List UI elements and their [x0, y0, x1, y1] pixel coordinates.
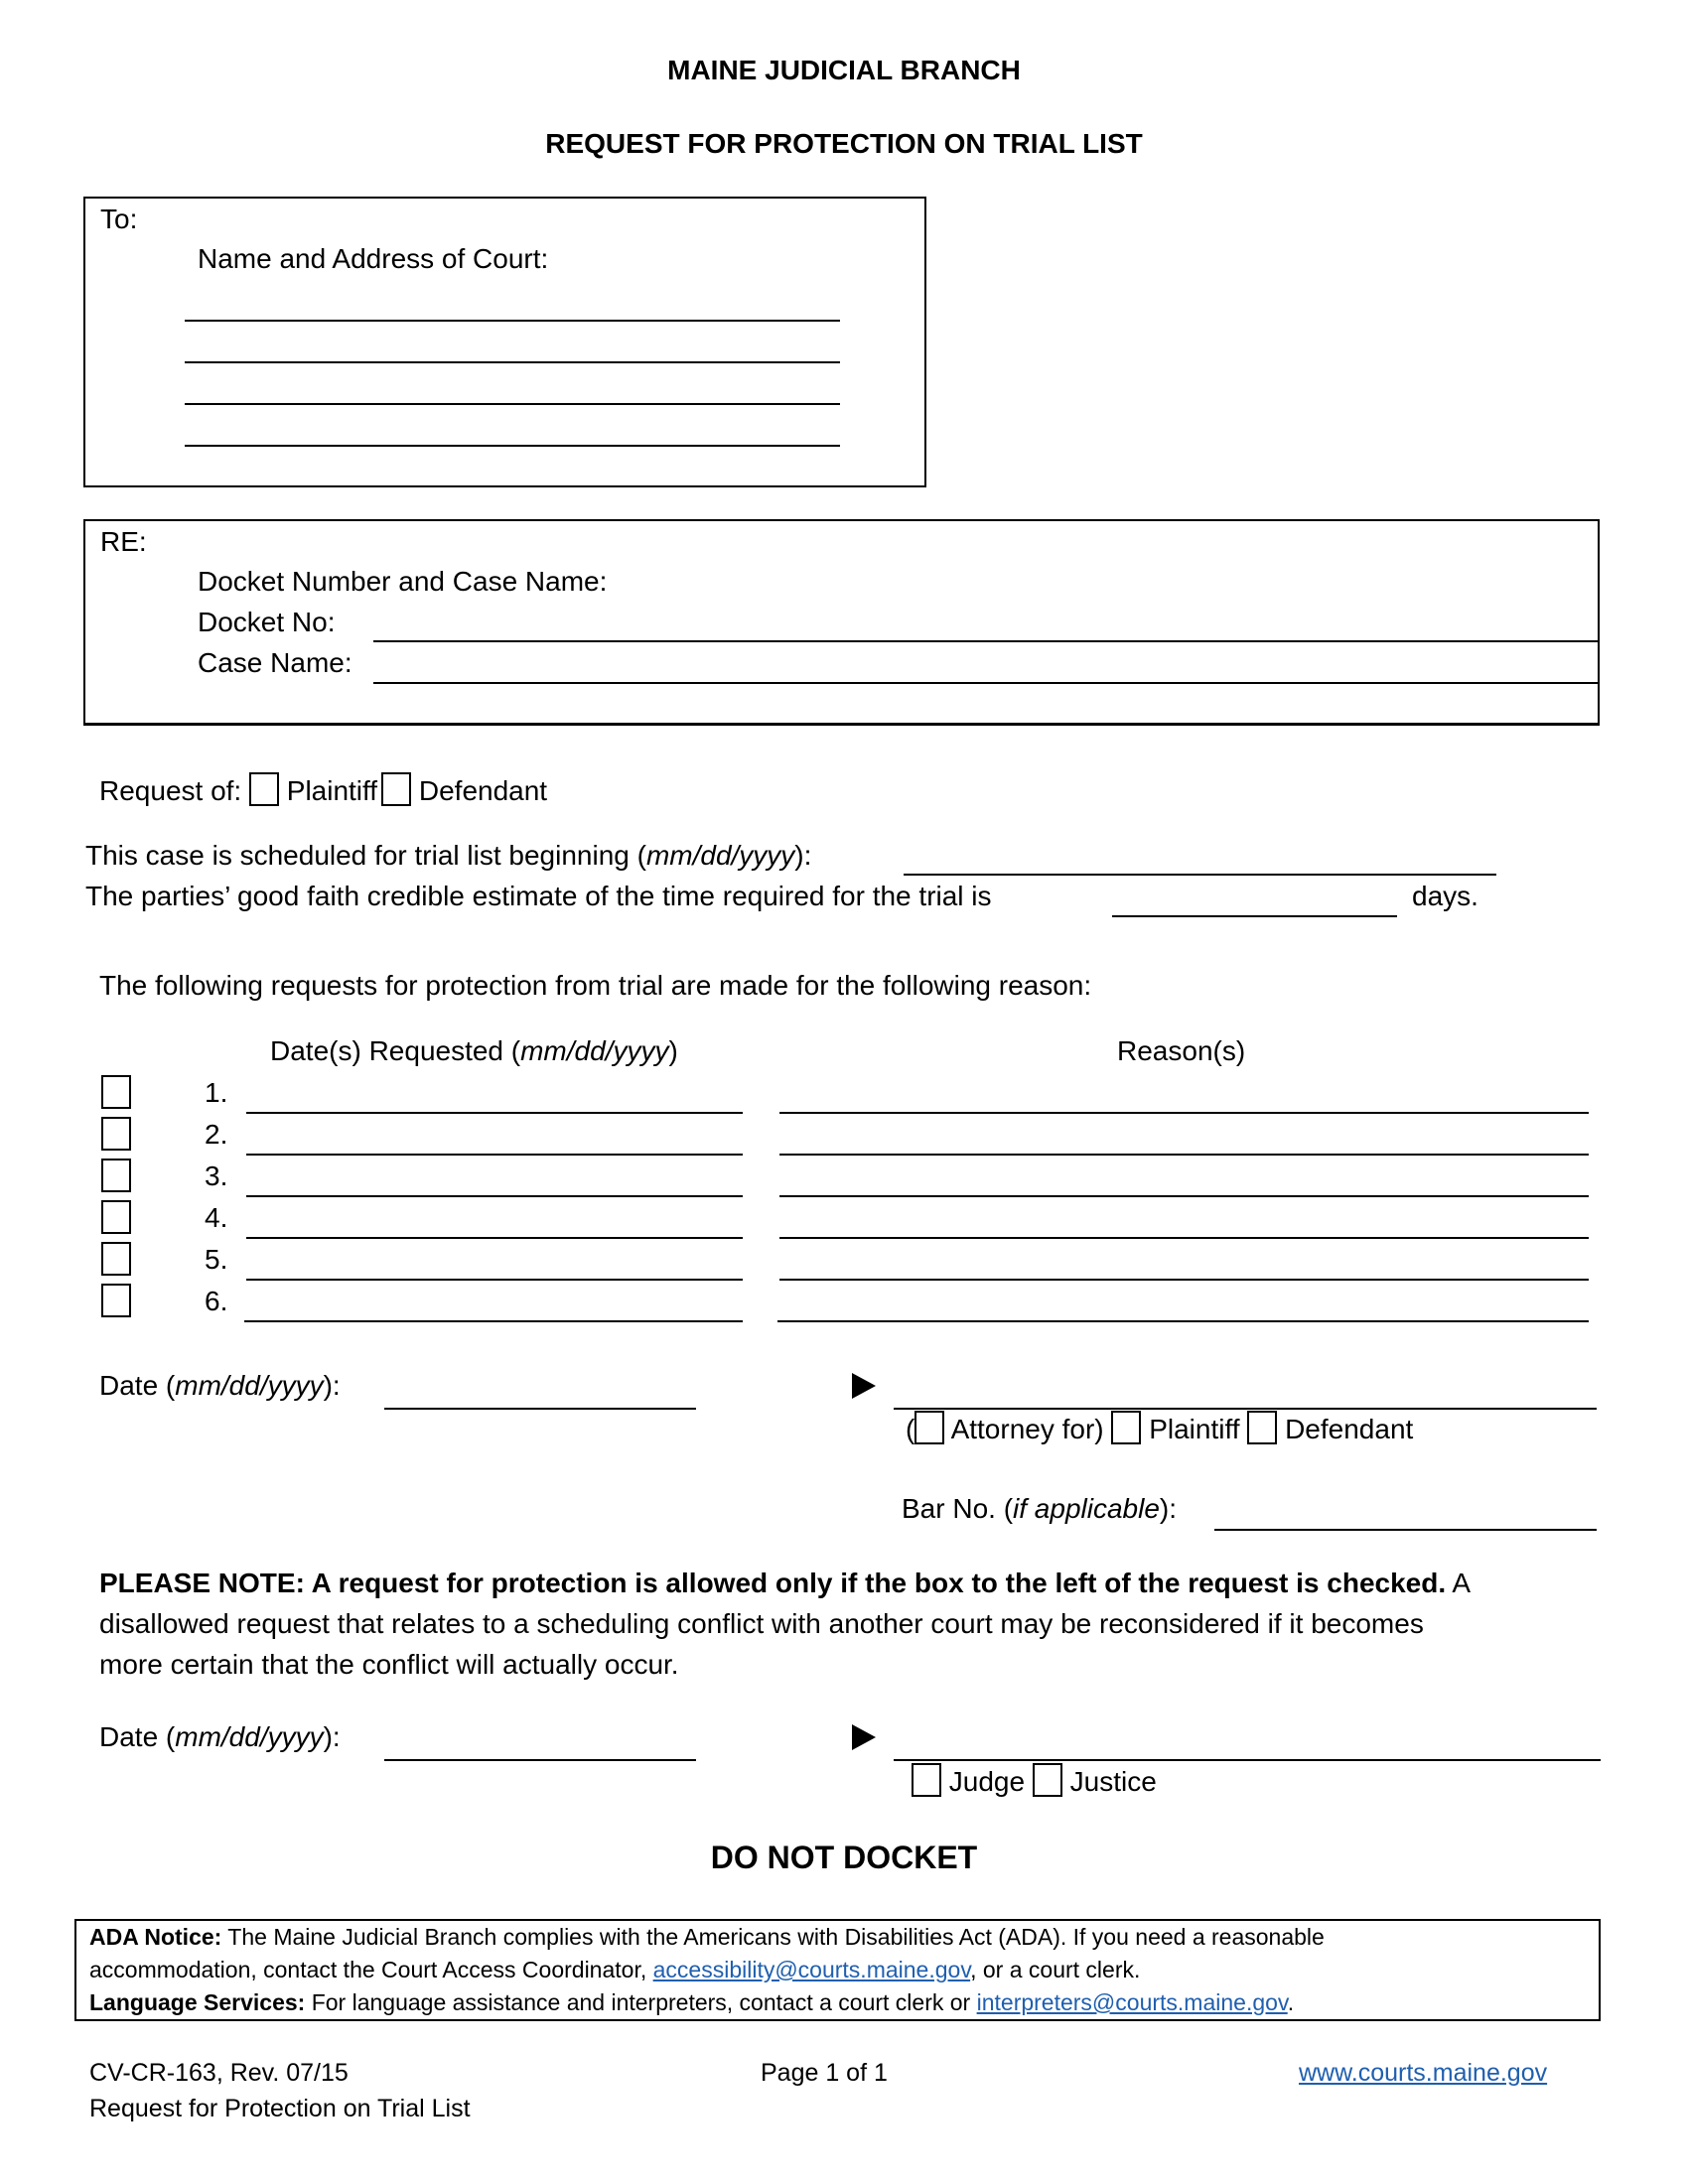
- request-1-date-input[interactable]: [246, 1078, 745, 1110]
- judge-checkbox[interactable]: [912, 1763, 941, 1797]
- party-defendant-checkbox[interactable]: [1247, 1411, 1277, 1444]
- form-number: CV-CR-163, Rev. 07/15: [89, 2059, 349, 2087]
- court-address-line-4[interactable]: [185, 413, 844, 445]
- dates-requested-header: Date(s) Requested (mm/dd/yyyy): [270, 1035, 678, 1066]
- justice-label: Justice: [1069, 1766, 1157, 1797]
- to-box: [83, 197, 926, 487]
- court-address-line-3[interactable]: [185, 371, 844, 403]
- estimate-days-rule: [1112, 915, 1397, 917]
- party-date-rule: [384, 1408, 696, 1410]
- case-name-input[interactable]: [373, 650, 1599, 682]
- court-name-address-label: Name and Address of Court:: [198, 243, 549, 274]
- court-date-label: Date (mm/dd/yyyy):: [99, 1721, 341, 1752]
- request-1-date-rule: [246, 1112, 743, 1114]
- request-of-row: [99, 772, 547, 808]
- court-address-line-1-rule: [185, 320, 840, 322]
- request-3-reason-input[interactable]: [779, 1161, 1590, 1193]
- request-of-defendant-checkbox[interactable]: [381, 772, 411, 806]
- request-2-reason-rule: [779, 1154, 1589, 1156]
- request-6-date-rule: [244, 1320, 743, 1322]
- website-link[interactable]: www.courts.maine.gov: [1299, 2059, 1548, 2087]
- request-5-date-rule: [246, 1279, 743, 1281]
- request-of-plaintiff-label: Plaintiff: [286, 775, 378, 806]
- request-2-date-input[interactable]: [246, 1120, 745, 1152]
- do-not-docket-heading: DO NOT DOCKET: [710, 1840, 978, 1875]
- party-role-row: ( Attorney for) Plaintiff Defendant: [906, 1411, 1413, 1446]
- attorney-for-checkbox[interactable]: [914, 1411, 944, 1444]
- agency-heading: MAINE JUDICIAL BRANCH: [667, 55, 1021, 85]
- trial-list-date-input[interactable]: [904, 840, 1498, 872]
- court-role-row: [912, 1763, 1157, 1799]
- justice-checkbox[interactable]: [1033, 1763, 1062, 1797]
- request-2-reason-input[interactable]: [779, 1120, 1590, 1152]
- request-5-number: 5.: [205, 1244, 228, 1275]
- request-3-date-input[interactable]: [246, 1161, 745, 1193]
- note-line-2: disallowed request that relates to a scheduling conflict with another court may be reconsidered if it becomes: [99, 1608, 1424, 1639]
- notice-box: [74, 1919, 1601, 2021]
- to-label: To:: [100, 204, 138, 234]
- estimate-days-input[interactable]: [1112, 882, 1399, 913]
- interpreters-email-link[interactable]: interpreters@courts.maine.gov: [976, 1989, 1288, 2015]
- request-1-number: 1.: [205, 1077, 228, 1108]
- request-3-reason-rule: [779, 1195, 1589, 1197]
- request-5-reason-rule: [779, 1279, 1589, 1281]
- requests-intro: The following requests for protection from trial are made for the following reason:: [99, 970, 1092, 1001]
- court-signature-input[interactable]: [894, 1723, 1603, 1755]
- re-label: RE:: [100, 526, 147, 557]
- bar-no-input[interactable]: [1214, 1495, 1599, 1527]
- note-line-1: PLEASE NOTE: A request for protection is allowed only if the box to the left of the request is checked. A: [99, 1568, 1472, 1598]
- party-date-input[interactable]: [384, 1372, 698, 1404]
- request-5-checkbox[interactable]: [101, 1242, 131, 1276]
- estimate-text: The parties’ good faith credible estimate of the time required for the trial is: [85, 881, 992, 911]
- court-date-input[interactable]: [384, 1723, 698, 1755]
- docket-no-input[interactable]: [373, 609, 1599, 640]
- request-6-number: 6.: [205, 1286, 228, 1316]
- request-4-number: 4.: [205, 1202, 228, 1233]
- case-name-rule: [373, 682, 1600, 684]
- request-3-number: 3.: [205, 1160, 228, 1191]
- re-box: [83, 519, 1600, 726]
- request-4-date-input[interactable]: [246, 1203, 745, 1235]
- ada-notice-line-1: ADA Notice: The Maine Judicial Branch complies with the Americans with Disabilities Act (ADA). If you need a reasonable: [89, 1924, 1325, 1950]
- party-plaintiff-label: Plaintiff: [1149, 1414, 1240, 1444]
- sign-here-arrow-icon: [852, 1373, 876, 1399]
- accessibility-email-link[interactable]: accessibility@courts.maine.gov: [652, 1957, 971, 1982]
- request-6-reason-input[interactable]: [777, 1287, 1590, 1318]
- court-address-line-4-rule: [185, 445, 840, 447]
- court-address-line-3-rule: [185, 403, 840, 405]
- page-number: Page 1 of 1: [761, 2059, 888, 2087]
- request-1-checkbox[interactable]: [101, 1075, 131, 1109]
- note-line-3: more certain that the conflict will actually occur.: [99, 1649, 679, 1680]
- request-4-reason-input[interactable]: [779, 1203, 1590, 1235]
- request-of-defendant-label: Defendant: [418, 775, 548, 806]
- attorney-for-label: Attorney for): [950, 1414, 1104, 1444]
- request-of-plaintiff-checkbox[interactable]: [249, 772, 279, 806]
- request-4-date-rule: [246, 1237, 743, 1239]
- reasons-header: Reason(s): [1117, 1035, 1246, 1066]
- trial-list-date-rule: [904, 874, 1496, 876]
- request-1-reason-rule: [779, 1112, 1589, 1114]
- party-date-label: Date (mm/dd/yyyy):: [99, 1370, 341, 1401]
- court-address-line-2-rule: [185, 361, 840, 363]
- request-4-checkbox[interactable]: [101, 1200, 131, 1234]
- form-title: REQUEST FOR PROTECTION ON TRIAL LIST: [545, 128, 1143, 159]
- request-5-date-input[interactable]: [246, 1245, 745, 1277]
- request-6-reason-rule: [777, 1320, 1589, 1322]
- bar-no-label: Bar No. (if applicable):: [902, 1493, 1178, 1524]
- request-2-number: 2.: [205, 1119, 228, 1150]
- request-6-checkbox[interactable]: [101, 1284, 131, 1317]
- docket-no-label: Docket No:: [198, 607, 336, 637]
- court-address-line-2[interactable]: [185, 330, 844, 361]
- court-date-rule: [384, 1759, 696, 1761]
- request-3-date-rule: [246, 1195, 743, 1197]
- ada-notice-line-2: accommodation, contact the Court Access Coordinator, accessibility@courts.maine.gov, or a court clerk.: [89, 1957, 1141, 1982]
- party-plaintiff-checkbox[interactable]: [1111, 1411, 1141, 1444]
- bar-no-rule: [1214, 1529, 1597, 1531]
- request-5-reason-input[interactable]: [779, 1245, 1590, 1277]
- request-of-label: Request of:: [99, 775, 242, 806]
- docket-case-label: Docket Number and Case Name:: [198, 566, 608, 597]
- request-3-checkbox[interactable]: [101, 1159, 131, 1192]
- request-6-date-input[interactable]: [244, 1287, 745, 1318]
- form-name: Request for Protection on Trial List: [89, 2095, 471, 2122]
- docket-no-rule: [373, 640, 1600, 642]
- court-address-line-1[interactable]: [185, 288, 844, 320]
- request-4-reason-rule: [779, 1237, 1589, 1239]
- estimate-unit: days.: [1412, 881, 1478, 911]
- case-name-label: Case Name:: [198, 647, 352, 678]
- trial-list-text: This case is scheduled for trial list beginning (mm/dd/yyyy):: [85, 840, 812, 871]
- request-1-reason-input[interactable]: [779, 1078, 1590, 1110]
- judge-label: Judge: [948, 1766, 1026, 1797]
- language-services-line: Language Services: For language assistance and interpreters, contact a court clerk or interpreters@courts.maine.gov.: [89, 1989, 1295, 2015]
- party-defendant-label: Defendant: [1285, 1414, 1414, 1444]
- sign-here-arrow-icon: [852, 1724, 876, 1750]
- party-signature-input[interactable]: [894, 1372, 1599, 1404]
- party-signature-rule: [894, 1408, 1597, 1410]
- request-2-date-rule: [246, 1154, 743, 1156]
- request-2-checkbox[interactable]: [101, 1117, 131, 1151]
- court-signature-rule: [894, 1759, 1601, 1761]
